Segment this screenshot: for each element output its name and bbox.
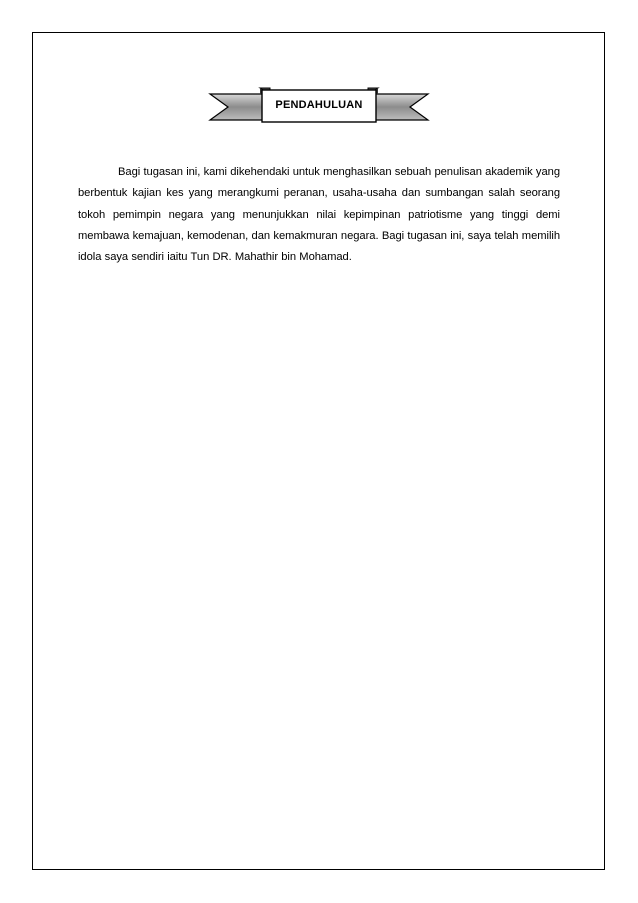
- page-border: [32, 32, 605, 870]
- section-title: PENDAHULUAN: [275, 99, 363, 111]
- intro-paragraph: Bagi tugasan ini, kami dikehendaki untuk menghasilkan sebuah penulisan akademik yang berbentuk kajian kes yang merangkumi peranan, usaha-usaha dan sumbangan salah seorang tokoh pemimpin negara yang menunjukkan nilai kepimpinan patriotisme yang tinggi demi membawa kemajuan, kemodenan, dan kemakmuran negara. Bagi tugasan ini, saya telah memilih idola saya sendiri iaitu Tun DR. Mahathir bin Mohamad.: [78, 166, 560, 264]
- section-banner: [208, 82, 430, 130]
